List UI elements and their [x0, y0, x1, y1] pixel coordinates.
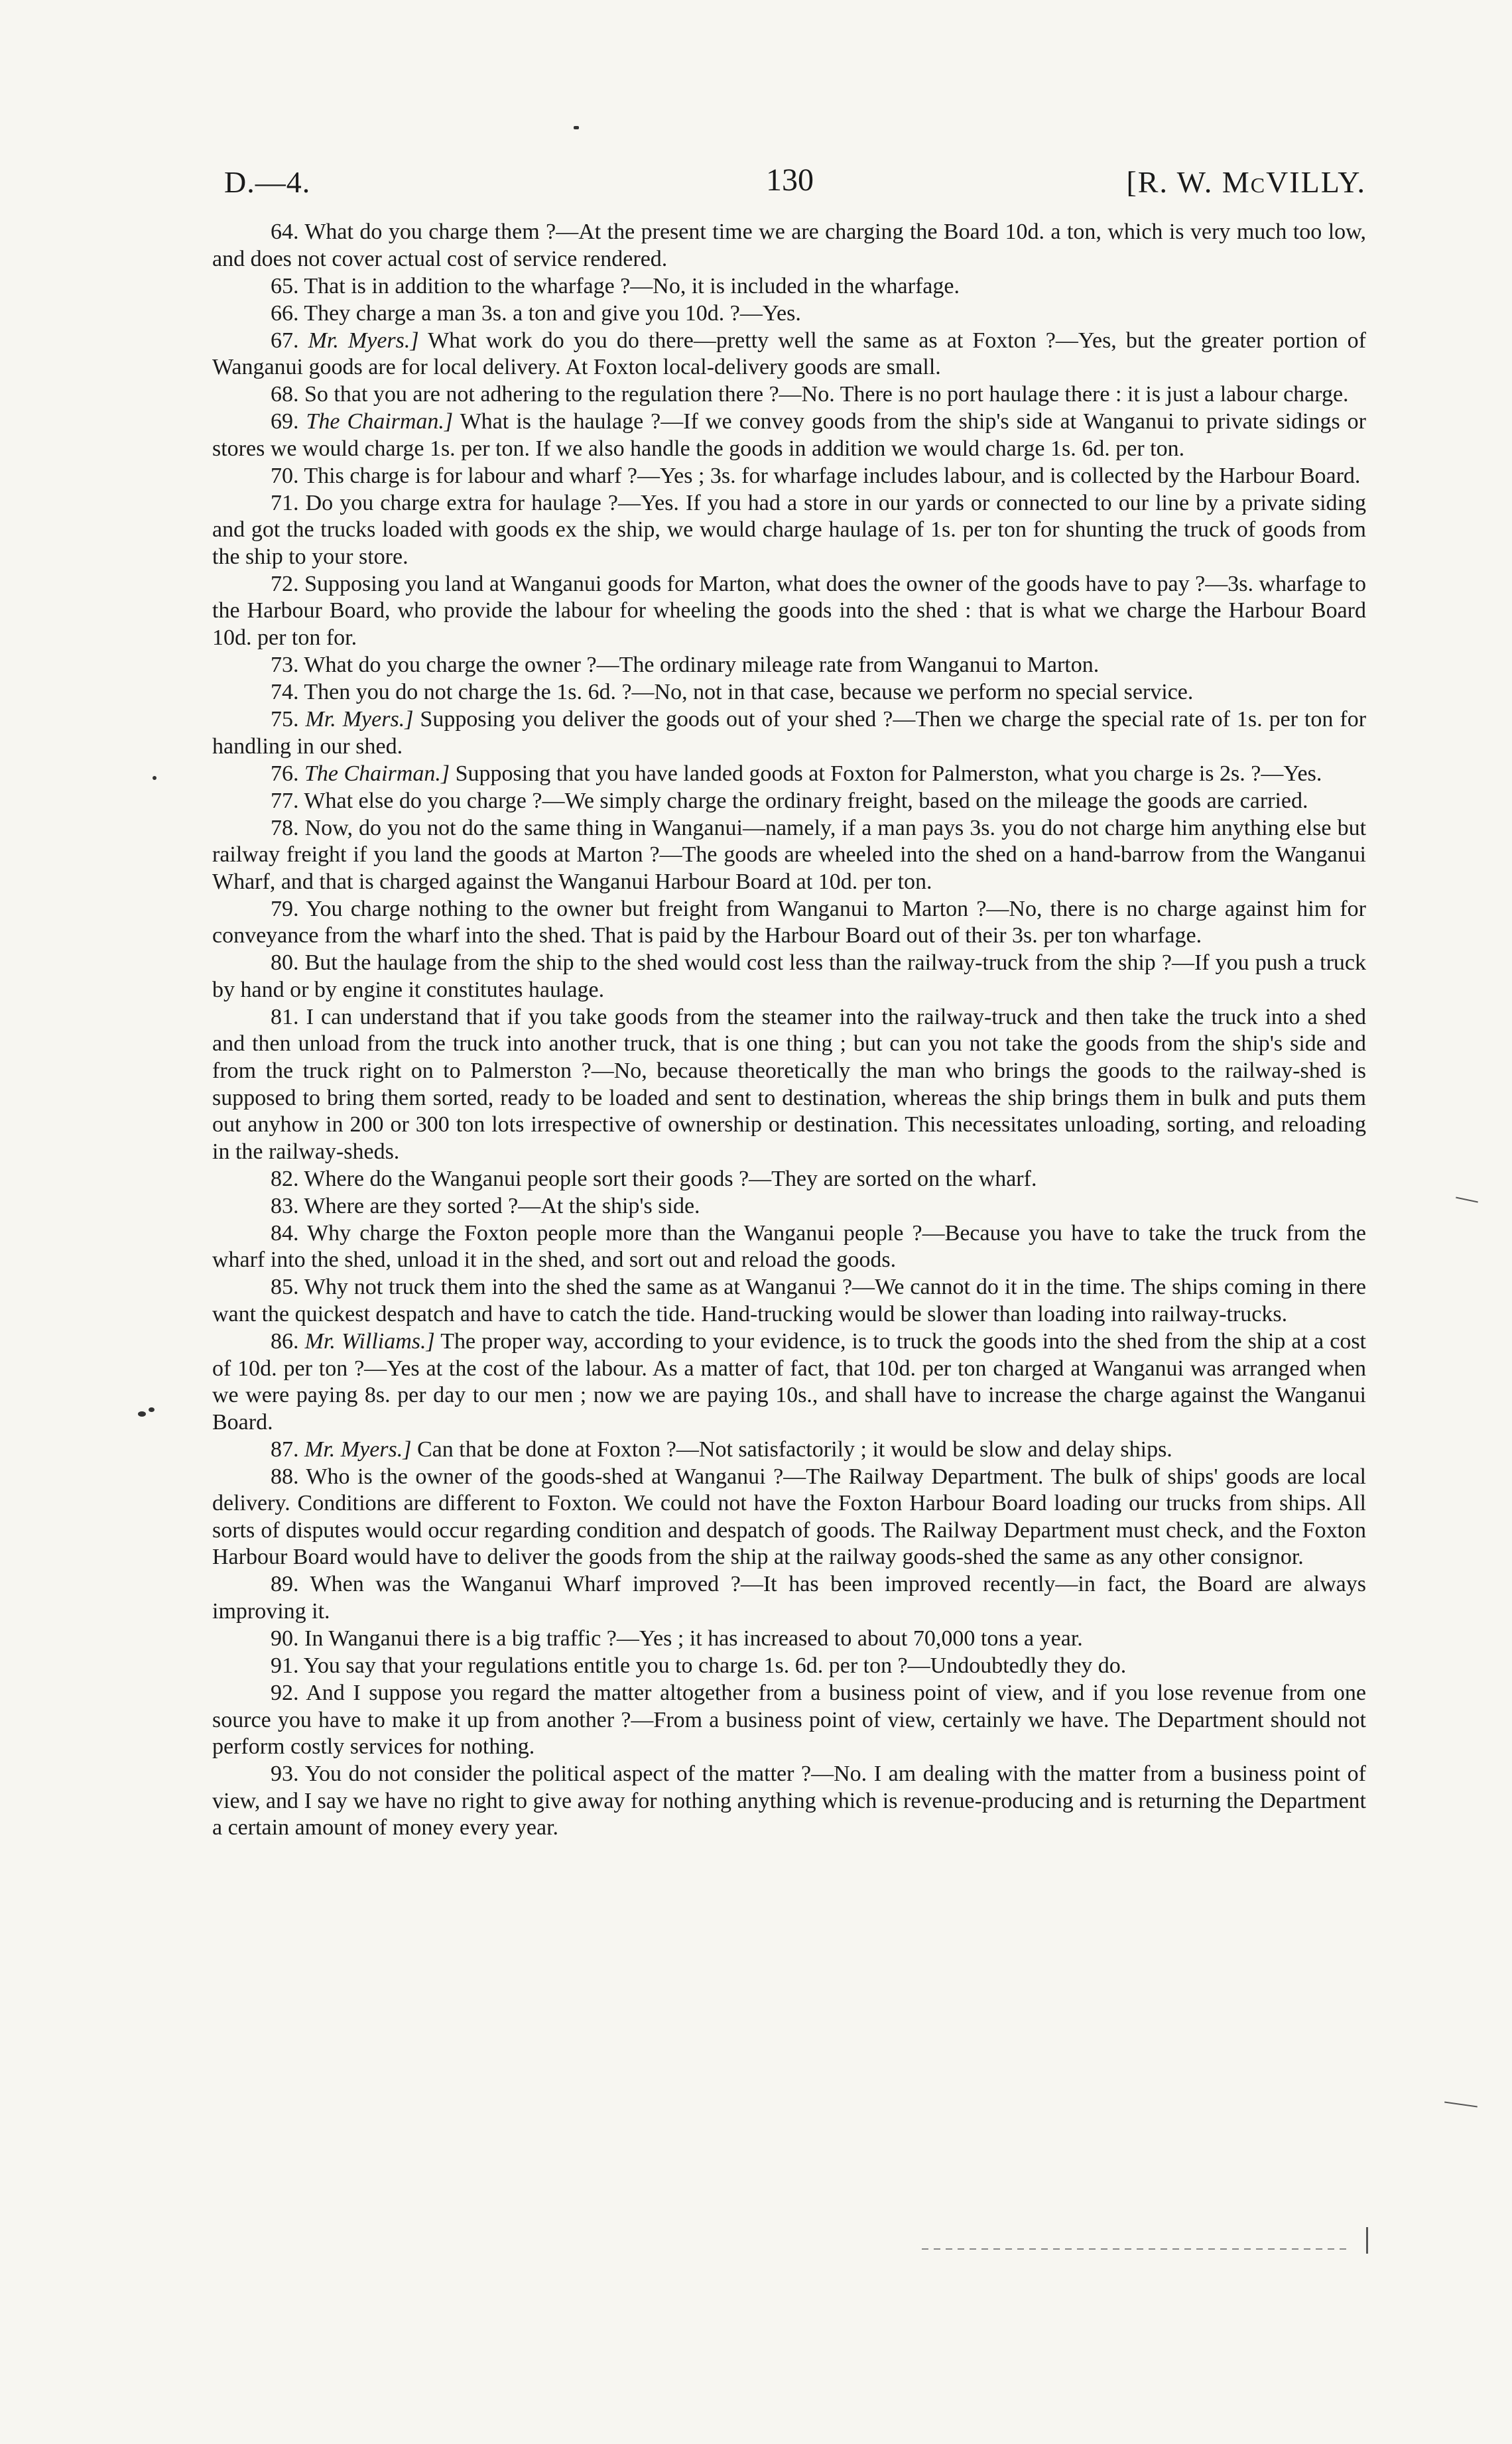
speaker-label: Mr. Myers.]: [304, 1437, 412, 1462]
question-number: 74.: [271, 680, 299, 704]
question-answer-paragraph: [212, 1653, 1366, 1680]
question-number: 78.: [271, 815, 299, 840]
question-number: 82.: [271, 1166, 299, 1191]
question-number: 93.: [271, 1762, 299, 1787]
question-number: 69.: [271, 409, 299, 434]
question-answer-paragraph: [212, 1328, 1366, 1436]
question-number: 71.: [271, 490, 299, 515]
testimony-text: Supposing you deliver the goods out of your shed ?—Then we charge the special rate of 1s. per ton for handling in our shed.: [212, 706, 1367, 759]
question-answer-paragraph: [212, 761, 1366, 788]
question-number: 64.: [271, 220, 299, 244]
testimony-text: When was the Wanganui Wharf improved ?—It has been improved recently—in fact, the Board are always improving it.: [212, 1572, 1366, 1624]
testimony-text: This charge is for labour and wharf ?—Yes ; 3s. for wharfage includes labour, and is collected by the Harbour Board.: [304, 463, 1361, 488]
page-header: [212, 157, 1366, 203]
question-answer-paragraph: [212, 679, 1366, 706]
question-answer-paragraph: [212, 1274, 1366, 1328]
testimony-text: What do you charge the owner ?—The ordinary mileage rate from Wanganui to Marton.: [304, 653, 1100, 678]
scan-mark: [922, 2248, 1346, 2250]
testimony-text: You do not consider the political aspect of the matter ?—No. I am dealing with the matter from a business point of view, and I say we have no right to give away for nothing anything which is revenue-producing and is returning the Department a certain amount of money every year.: [212, 1762, 1366, 1840]
testimony-text: Then you do not charge the 1s. 6d. ?—No, not in that case, because we perform no special service.: [304, 680, 1194, 704]
question-number: 89.: [271, 1572, 299, 1597]
question-number: 72.: [271, 571, 299, 596]
testimony-text: The proper way, according to your evidence, is to truck the goods into the shed from the ship at a cost of 10d. per ton ?—Yes at the cost of the labour. As a matter of fact, that 10d. per ton charged at Wanganui was arranged when we were paying 8s. per day to our men ; now we are paying 10s., and shall have to increase the charge against the Wanganui Board.: [212, 1328, 1367, 1435]
question-answer-paragraph: [212, 381, 1366, 409]
question-number: 67.: [271, 328, 299, 353]
testimony-text: I can understand that if you take goods from the steamer into the railway-truck and then take the truck into a shed and then unload from the truck into another truck, that is one thing ; but can you not take the goods from the ship's side and from the truck right on to Palmerston ?—No, because theoretically the man who brings the goods to the railway-shed is supposed to bring them sorted, ready to be loaded and sent to destination, whereas the ship brings them in bulk and puts them out anyhow in 200 or 300 ton lots irrespective of ownership or destination. This necessitates unloading, sorting, and reloading in the railway-sheds.: [212, 1004, 1366, 1164]
testimony-body: [212, 219, 1366, 1842]
question-number: 86.: [271, 1328, 299, 1354]
question-number: 91.: [271, 1653, 299, 1679]
scan-artifact: [574, 126, 579, 129]
question-answer-paragraph: [212, 1004, 1366, 1166]
question-number: 81.: [271, 1004, 299, 1029]
testimony-text: Why not truck them into the shed the same as at Wanganui ?—We cannot do it in the time. The ships coming in there want the quickest despatch and have to catch the tide. Hand-trucking would be slower than loading into railway-trucks.: [212, 1275, 1366, 1326]
testimony-text: What work do you do there—pretty well the same as at Foxton ?—Yes, but the greater portion of Wanganui goods are for local delivery. At Foxton local-delivery goods are small.: [212, 328, 1367, 380]
scan-mark: [1444, 2102, 1478, 2108]
testimony-text: Do you charge extra for haulage ?—Yes. If you had a store in our yards or connected to our line by a private siding and got the trucks loaded with goods ex the ship, we would charge haulage of 1s. per ton for shunting the truck of goods from the ship to your store.: [212, 490, 1366, 569]
question-number: 79.: [271, 896, 299, 921]
question-answer-paragraph: [212, 1166, 1366, 1193]
question-number: 87.: [271, 1437, 299, 1462]
testimony-text: Now, do you not do the same thing in Wanganui—namely, if a man pays 3s. you do not charge him anything else but railway freight if you land the goods at Marton ?—The goods are wheeled into the shed on a hand-barrow from the Wanganui Wharf, and that is charged against the Wanganui Harbour Board at 10d. per ton.: [212, 815, 1367, 894]
question-answer-paragraph: [212, 1220, 1366, 1274]
question-number: 84.: [271, 1220, 299, 1246]
speaker-label: The Chairman.]: [304, 761, 450, 786]
question-answer-paragraph: [212, 1464, 1366, 1571]
testimony-text: Where are they sorted ?—At the ship's side.: [304, 1193, 700, 1218]
question-answer-paragraph: [212, 1680, 1366, 1761]
scan-mark: [1456, 1196, 1478, 1202]
question-answer-paragraph: [212, 1761, 1366, 1842]
question-number: 75.: [271, 706, 299, 732]
question-number: 70.: [271, 463, 299, 488]
testimony-text: But the haulage from the ship to the shed would cost less than the railway-truck from the ship ?—If you push a truck by hand or by engine it constitutes haulage.: [212, 950, 1366, 1002]
testimony-text: Where do the Wanganui people sort their goods ?—They are sorted on the wharf.: [304, 1166, 1037, 1191]
testimony-text: So that you are not adhering to the regulation there ?—No. There is no port haulage there : it is just a labour charge.: [304, 382, 1349, 407]
testimony-text: Supposing that you have landed goods at Foxton for Palmerston, what you charge is 2s. ?—Yes.: [455, 761, 1322, 786]
question-number: 80.: [271, 950, 299, 976]
testimony-text: Why charge the Foxton people more than the Wanganui people ?—Because you have to take the truck from the wharf into the shed, unload it in the shed, and sort out and reload the goods.: [212, 1220, 1366, 1273]
question-answer-paragraph: [212, 463, 1366, 490]
question-number: 66.: [271, 300, 299, 326]
testimony-text: You charge nothing to the owner but freight from Wanganui to Marton ?—No, there is no charge against him for conveyance from the wharf into the shed. That is paid by the Harbour Board out of their 3s. per ton wharfage.: [212, 896, 1366, 948]
page-number: 130: [766, 162, 814, 198]
speaker-label: Mr. Myers.]: [308, 328, 419, 353]
question-number: 68.: [271, 382, 299, 407]
question-number: 92.: [271, 1681, 299, 1705]
question-answer-paragraph: [212, 490, 1366, 571]
question-answer-paragraph: [212, 788, 1366, 815]
scan-mark: [1366, 2227, 1368, 2254]
scan-artifact: [138, 1411, 146, 1417]
testimony-text: What else do you charge ?—We simply charge the ordinary freight, based on the mileage the goods are carried.: [304, 788, 1308, 813]
speaker-label: Mr. Williams.]: [304, 1328, 435, 1354]
question-answer-paragraph: [212, 409, 1366, 462]
question-answer-paragraph: [212, 652, 1366, 679]
scan-artifact: [153, 776, 157, 780]
speaker-label: Mr. Myers.]: [305, 706, 414, 732]
speaker-label: The Chairman.]: [306, 409, 454, 434]
scan-artifact: [149, 1407, 155, 1412]
question-answer-paragraph: [212, 571, 1366, 652]
testimony-text: What is the haulage ?—If we convey goods from the ship's side at Wanganui to private sidings or stores we would charge 1s. per ton. If we also handle the goods in addition we would charge 1s. 6d. per ton.: [212, 409, 1367, 461]
question-answer-paragraph: [212, 896, 1366, 950]
question-answer-paragraph: [212, 273, 1366, 300]
question-answer-paragraph: [212, 950, 1366, 1003]
question-answer-paragraph: [212, 1193, 1366, 1220]
question-number: 65.: [271, 273, 299, 298]
testimony-text: Can that be done at Foxton ?—Not satisfactorily ; it would be slow and delay ships.: [416, 1437, 1172, 1462]
testimony-text: And I suppose you regard the matter altogether from a business point of view, and if you lose revenue from one source you have to make it up from another ?—From a business point of view, certainly we have. The Department should not perform costly services for nothing.: [212, 1681, 1367, 1760]
question-answer-paragraph: [212, 300, 1366, 328]
question-number: 83.: [271, 1193, 299, 1218]
question-number: 90.: [271, 1626, 299, 1651]
testimony-text: You say that your regulations entitle you to charge 1s. 6d. per ton ?—Undoubtedly they do.: [303, 1653, 1127, 1679]
testimony-text: What do you charge them ?—At the present time we are charging the Board 10d. a ton, which is very much too low, and does not cover actual cost of service rendered.: [212, 220, 1366, 271]
question-number: 76.: [271, 761, 299, 786]
question-number: 88.: [271, 1464, 299, 1489]
testimony-text: In Wanganui there is a big traffic ?—Yes ; it has increased to about 70,000 tons a year.: [304, 1626, 1083, 1651]
testimony-text: Who is the owner of the goods-shed at Wanganui ?—The Railway Department. The bulk of ships' goods are local delivery. Conditions are different to Foxton. We could not have the Foxton Harbour Board loading our trucks from ships. All sorts of disputes would occur regarding condition and despatch of goods. The Railway Department must check, and the Foxton Harbour Board would have to deliver the goods from the ship at the railway goods-shed the same as any other consignor.: [212, 1464, 1366, 1570]
testimony-text: That is in addition to the wharfage ?—No, it is included in the wharfage.: [304, 273, 960, 298]
question-answer-paragraph: [212, 815, 1366, 896]
question-answer-paragraph: [212, 219, 1366, 273]
question-number: 77.: [271, 788, 299, 813]
testimony-text: Supposing you land at Wanganui goods for Marton, what does the owner of the goods have to pay ?—3s. wharfage to the Harbour Board, who provide the labour for wheeling the goods into the shed : that is what we charge the Harbour Board 10d. per ton for.: [212, 571, 1367, 651]
question-number: 73.: [271, 653, 299, 678]
question-answer-paragraph: [212, 328, 1366, 381]
document-code: D.—4.: [224, 165, 311, 199]
witness-name: [R. W. McVILLY.: [1126, 165, 1366, 199]
question-answer-paragraph: [212, 706, 1366, 760]
question-answer-paragraph: [212, 1626, 1366, 1653]
testimony-text: They charge a man 3s. a ton and give you 10d. ?—Yes.: [304, 300, 801, 326]
question-number: 85.: [271, 1275, 299, 1300]
question-answer-paragraph: [212, 1571, 1366, 1625]
question-answer-paragraph: [212, 1437, 1366, 1464]
